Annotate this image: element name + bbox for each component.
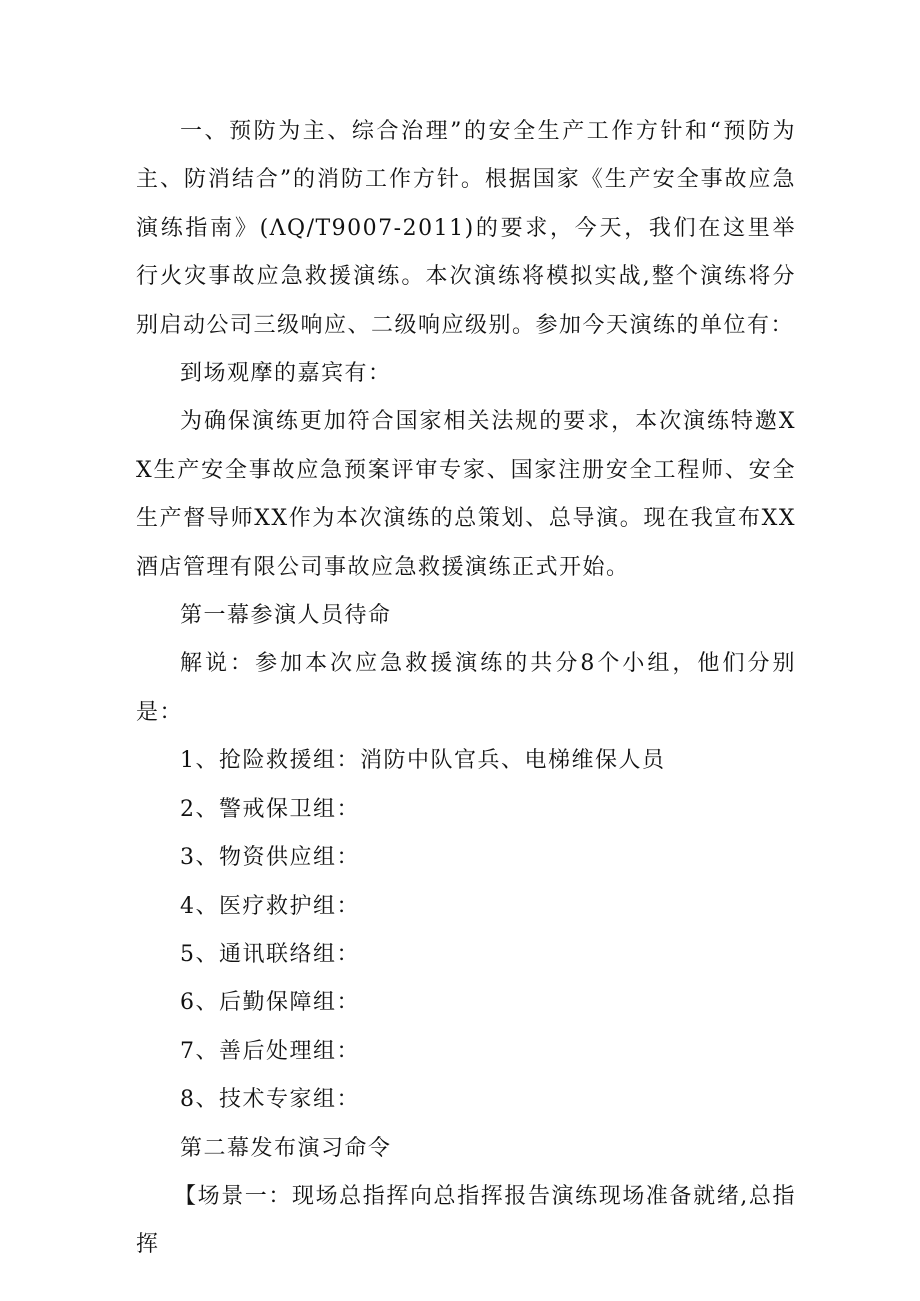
list-item-group-3: 3、物资供应组：	[180, 845, 360, 871]
document-body	[136, 108, 796, 1270]
paragraph-intro: 一、预防为主、综合治理”的安全生产工作方针和“预防为主、防消结合”的消防工作方针。根据国家《生产安全事故应急演练指南》(ΛQ/T9007-2011)的要求，今天，我们在这里举行火灾事故应急救援演练。本次演练将模拟实战,整个演练将分别启动公司三级响应、二级响应级别。参加今天演练的单位有：	[136, 119, 796, 338]
act-two-heading: 第二幕发布演习命令	[180, 1135, 392, 1161]
list-item-group-4: 4、医疗救护组：	[180, 893, 360, 919]
act-one-heading: 第一幕参演人员待命	[180, 603, 392, 629]
list-item-group-1: 1、抢险救援组：消防中队官兵、电梯维保人员	[180, 748, 666, 774]
paragraph-guests: 到场观摩的嘉宾有：	[180, 361, 392, 387]
list-item-group-8: 8、技术专家组：	[180, 1087, 360, 1113]
list-item-group-2: 2、警戒保卫组：	[180, 796, 360, 822]
list-item-group-6: 6、后勤保障组：	[180, 990, 360, 1016]
list-item-group-5: 5、通讯联络组：	[180, 941, 360, 967]
list-item-group-7: 7、善后处理组：	[180, 1038, 360, 1064]
paragraph-invited-experts: 为确保演练更加符合国家相关法规的要求，本次演练特邀XX生产安全事故应急预案评审专家、国家注册安全工程师、安全生产督导师XX作为本次演练的总策划、总导演。现在我宣布XX酒店管理有限公司事故应急救援演练正式开始。	[136, 409, 796, 580]
paragraph-scene-one: 【场景一：现场总指挥向总指挥报告演练现场准备就绪,总指挥	[136, 1183, 796, 1258]
paragraph-narration: 解说：参加本次应急救援演练的共分8个小组，他们分别是：	[136, 651, 796, 725]
